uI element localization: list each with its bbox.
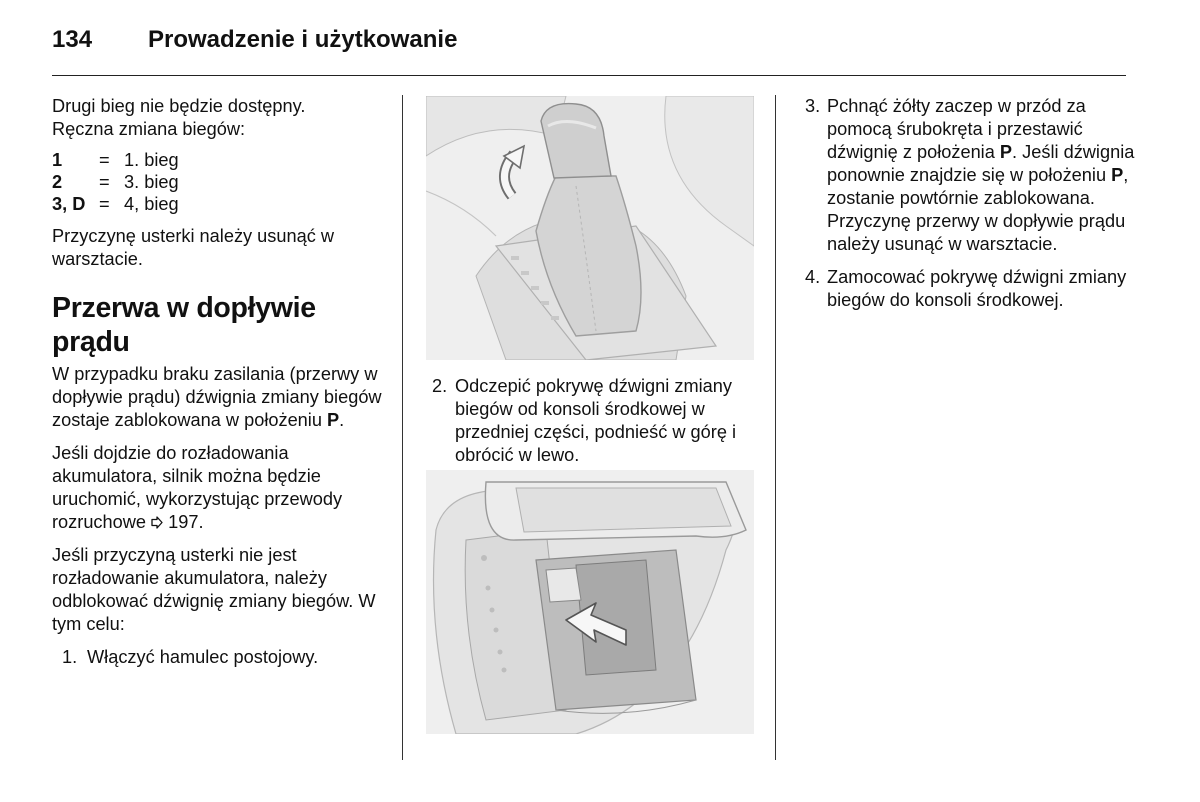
gear-row	[52, 193, 179, 215]
step-text	[827, 95, 1135, 256]
gear-row	[52, 149, 179, 171]
step-number: 2.	[432, 376, 448, 396]
text-run: , zostanie powtórnie zablokowana. Przyczynę przerwy w dopływie prądu należy usunąć w warsztacie.	[827, 165, 1129, 254]
middle-column-text	[432, 375, 762, 467]
gear-value: 3. bieg	[124, 172, 179, 192]
gear-eq: =	[99, 172, 110, 192]
gear-key: 3, D	[52, 194, 86, 214]
right-column	[805, 95, 1135, 322]
step-4	[805, 266, 1135, 312]
step-text: Odczepić pokrywę dźwigni zmiany biegów od konsoli środkowej w przedniej części, podnieść w górę i obrócić w lewo.	[455, 376, 737, 465]
gear-eq: =	[99, 194, 110, 214]
steps-list	[52, 646, 392, 669]
page-number: 134	[52, 26, 93, 53]
position-p-label: P	[1111, 165, 1124, 185]
position-p-label: P	[327, 410, 340, 430]
paragraph-intro-line2: Ręczna zmiana biegów:	[52, 119, 246, 139]
step-number: 3.	[805, 96, 821, 116]
gear-value: 4, bieg	[124, 194, 179, 214]
chapter-title: Prowadzenie i użytkowanie	[148, 26, 458, 53]
text-run: . Jeśli dźwignia ponownie znajdzie się w położeniu	[827, 142, 1135, 185]
paragraph-battery	[52, 442, 392, 534]
gear-key: 1	[52, 150, 63, 170]
steps-list	[805, 95, 1135, 312]
left-column	[52, 95, 392, 669]
page-reference-icon	[151, 512, 163, 532]
paragraph-repair-note: Przyczynę usterki należy usunąć w warsztacie.	[52, 226, 335, 269]
steps-list	[432, 375, 762, 467]
text-run: W przypadku braku zasilania (przerwy w dopływie prądu) dźwignia zmiany biegów zostaje zablokowana w położeniu	[52, 364, 382, 430]
paragraph-power-loss	[52, 363, 392, 432]
gear-key: 2	[52, 172, 63, 192]
paragraph-intro-line1: Drugi bieg nie będzie dostępny.	[52, 96, 306, 116]
step-1	[52, 646, 392, 669]
step-number: 1.	[62, 647, 78, 667]
step-2	[432, 375, 762, 467]
text-run: .	[339, 410, 345, 430]
gear-value: 1. bieg	[124, 150, 179, 170]
step-text: Zamocować pokrywę dźwigni zmiany biegów do konsoli środkowej.	[827, 267, 1127, 310]
gear-lever-cover-illustration	[426, 96, 754, 360]
paragraph-unlock: Jeśli przyczyną usterki nie jest rozładowanie akumulatora, należy odblokować dźwignię zmiany biegów. W tym celu:	[52, 545, 376, 634]
step-text: Włączyć hamulec postojowy.	[87, 647, 319, 667]
section-heading: Przerwa w dopływie prądu	[52, 292, 316, 358]
gear-row	[52, 171, 179, 193]
text-run: Jeśli dojdzie do rozładowania akumulatora, silnik można będzie uruchomić, wykorzystując przewody rozruchowe	[52, 443, 343, 532]
column-divider-2	[775, 95, 776, 760]
gear-mapping-table	[52, 149, 179, 215]
gear-eq: =	[99, 150, 110, 170]
position-p-label: P	[999, 142, 1013, 162]
column-divider-1	[402, 95, 403, 760]
step-number: 4.	[805, 267, 821, 287]
step-3	[805, 95, 1135, 256]
header-rule	[52, 75, 1126, 76]
gear-lever-release-illustration	[426, 470, 754, 734]
page-reference: 197.	[168, 512, 204, 532]
text-run: Pchnąć żółty zaczep w przód za pomocą śrubokręta i przestawić dźwignię z położenia	[827, 96, 1086, 162]
